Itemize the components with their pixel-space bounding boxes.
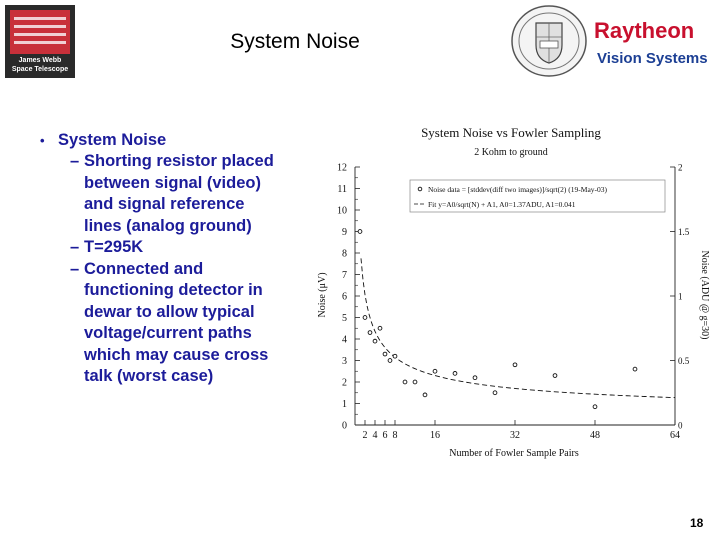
data-point bbox=[553, 374, 557, 378]
y-tick-label: 6 bbox=[342, 291, 347, 303]
y2-tick-label: 1 bbox=[678, 291, 683, 302]
sub-bullet-1 bbox=[40, 151, 310, 237]
x-tick-label: 2 bbox=[362, 430, 368, 441]
chart-legend bbox=[410, 180, 665, 212]
y-tick-label: 7 bbox=[342, 270, 347, 281]
data-point bbox=[473, 376, 477, 380]
jwst-emblem bbox=[10, 10, 70, 54]
y-tick-label: 10 bbox=[337, 205, 347, 217]
sub-bullet-2-line: T=295K bbox=[84, 238, 144, 256]
sub-bullet-3-line: talk (worst case) bbox=[84, 367, 214, 385]
x-tick-label: 32 bbox=[510, 430, 520, 441]
legend-entry-data: Noise data = [stddev(diff two images)]/sqrt(2) (19-May-03) bbox=[428, 185, 608, 194]
y-tick-label: 2 bbox=[342, 377, 347, 389]
x-tick-label: 48 bbox=[590, 430, 600, 441]
x-tick-label: 8 bbox=[392, 430, 398, 441]
data-point bbox=[493, 391, 497, 395]
bullet-main bbox=[40, 130, 310, 151]
data-point bbox=[633, 367, 637, 371]
noise-chart bbox=[312, 120, 712, 465]
bullet-list bbox=[40, 130, 310, 388]
university-seal-icon bbox=[509, 3, 589, 79]
jwst-logo-line1: James Webb bbox=[18, 57, 62, 64]
dash-icon: – bbox=[70, 238, 80, 256]
x-tick-label: 64 bbox=[670, 430, 680, 441]
sub-bullet-3-line: which may cause cross bbox=[84, 345, 269, 364]
data-point bbox=[593, 405, 597, 409]
sub-bullet-1-line: lines (analog ground) bbox=[84, 216, 252, 235]
page-number: 18 bbox=[690, 516, 704, 530]
chart-title: System Noise vs Fowler Sampling bbox=[421, 125, 601, 140]
sub-bullet-3-line: functioning detector in bbox=[84, 281, 263, 299]
y2-tick-label: 0 bbox=[678, 420, 683, 431]
y-tick-label: 1 bbox=[342, 399, 347, 410]
data-point bbox=[413, 380, 417, 384]
dash-icon: – bbox=[70, 259, 80, 278]
bullet-dot-icon: • bbox=[40, 133, 45, 148]
bullet-main-text: System Noise bbox=[58, 131, 167, 149]
y2-tick-label: 1.5 bbox=[678, 227, 690, 237]
dash-icon: – bbox=[70, 152, 80, 170]
x-tick-label: 4 bbox=[372, 430, 378, 441]
data-point bbox=[358, 230, 362, 234]
data-point bbox=[388, 359, 392, 363]
y-tick-label: 11 bbox=[337, 184, 347, 195]
data-point bbox=[368, 331, 372, 335]
y2-tick-label: 2 bbox=[678, 162, 683, 173]
y-tick-label: 0 bbox=[342, 420, 347, 432]
data-point bbox=[403, 380, 407, 384]
x-tick-label: 6 bbox=[382, 430, 388, 441]
fit-curve bbox=[361, 258, 675, 397]
slide-title: System Noise bbox=[230, 30, 360, 53]
legend-entry-fit: Fit y=A0/sqrt(N) + A1, A0=1.37ADU, A1=0.041 bbox=[428, 200, 576, 209]
data-point bbox=[363, 316, 367, 320]
y-tick-label: 5 bbox=[342, 313, 347, 324]
data-point bbox=[393, 354, 397, 358]
sub-bullet-1-line: Shorting resistor placed bbox=[84, 152, 274, 170]
y-tick-label: 3 bbox=[342, 356, 347, 367]
y-tick-label: 4 bbox=[342, 334, 347, 346]
data-point bbox=[433, 369, 437, 373]
data-point bbox=[378, 326, 382, 330]
x-tick-label: 16 bbox=[430, 430, 440, 441]
brand-subtitle: Vision Systems bbox=[597, 50, 708, 67]
jwst-logo bbox=[5, 5, 75, 78]
y-tick-label: 9 bbox=[342, 227, 347, 238]
jwst-logo-line2: Space Telescope bbox=[11, 66, 69, 73]
y-axis-label: Noise (μV) bbox=[317, 272, 328, 318]
data-point bbox=[383, 352, 387, 356]
sub-bullet-3-line: dewar to allow typical bbox=[84, 302, 255, 321]
sub-bullet-1-line: between signal (video) bbox=[84, 173, 261, 192]
sub-bullet-2 bbox=[40, 237, 310, 259]
x-axis-label: Number of Fowler Sample Pairs bbox=[449, 448, 579, 459]
y2-tick-label: 0.5 bbox=[678, 356, 690, 366]
sub-bullet-3-line: voltage/current paths bbox=[84, 324, 252, 342]
jwst-logo-text bbox=[5, 56, 75, 74]
sub-bullet-3-line: Connected and bbox=[84, 259, 204, 278]
data-point bbox=[453, 372, 457, 376]
y2-axis-label: Noise (ADU @ g=30) bbox=[699, 250, 710, 340]
y-tick-label: 8 bbox=[342, 248, 347, 260]
data-point bbox=[513, 363, 517, 367]
data-point bbox=[423, 393, 427, 397]
y-tick-label: 12 bbox=[337, 162, 347, 174]
data-point bbox=[373, 339, 377, 343]
brand-name: Raytheon bbox=[594, 18, 695, 43]
sub-bullet-3 bbox=[40, 259, 310, 388]
sub-bullet-1-line: and signal reference bbox=[84, 195, 245, 213]
chart-subtitle: 2 Kohm to ground bbox=[474, 147, 548, 158]
